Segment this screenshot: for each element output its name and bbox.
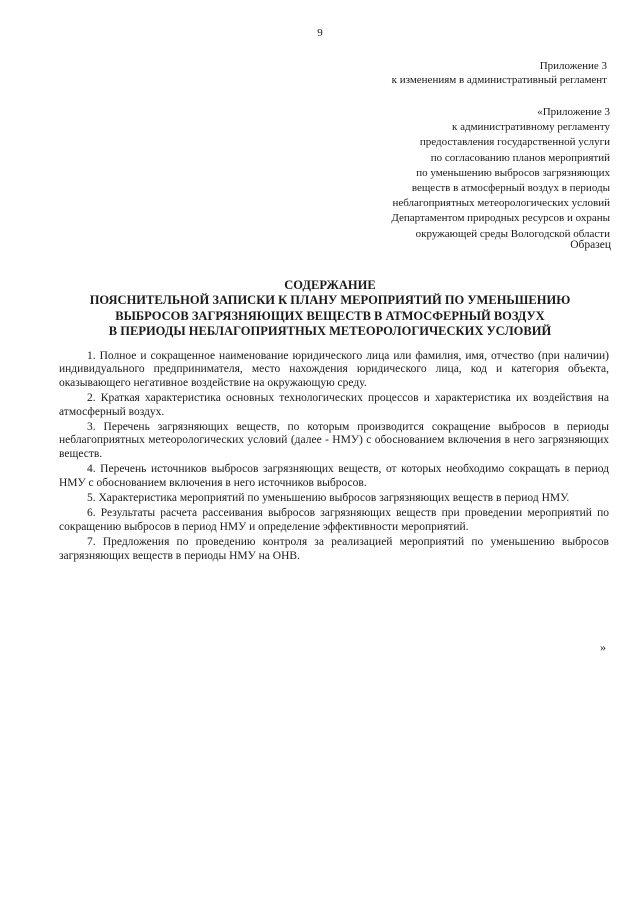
appendix-header-line: к изменениям в административный регламент — [391, 74, 607, 86]
title-line: ПОЯСНИТЕЛЬНОЙ ЗАПИСКИ К ПЛАНУ МЕРОПРИЯТИЙ ПО УМЕНЬШЕНИЮ — [89, 293, 571, 308]
document-title — [40, 278, 620, 339]
appendix-reference-line: предоставления государственной услуги — [419, 136, 610, 149]
contents-item: 6. Результаты расчета рассеивания выбросов загрязняющих веществ при проведении мероприятий по сокращению выбросов в период НМУ и определение эффективности мероприятий. — [59, 507, 609, 533]
appendix-header-line: Приложение 3 — [539, 60, 607, 72]
title-line: СОДЕРЖАНИЕ — [284, 278, 376, 292]
appendix-reference-line: по уменьшению выбросов загрязняющих — [416, 166, 610, 179]
appendix-header — [307, 59, 607, 87]
contents-item: 4. Перечень источников выбросов загрязняющих веществ, от которых необходимо сокращать в период НМУ с обоснованием включения в него источников выбросов. — [59, 463, 609, 489]
closing-quote-mark: » — [600, 640, 606, 654]
sample-label: Образец — [570, 239, 611, 251]
appendix-reference-line: по согласованию планов мероприятий — [430, 151, 610, 164]
contents-item: 1. Полное и сокращенное наименование юридического лица или фамилия, имя, отчество (при наличии) индивидуального предпринимателя, место нахождения юридического лица, код и категория объекта, оказывающего негативное воздействие на окружающую среду. — [59, 350, 609, 389]
title-line: В ПЕРИОДЫ НЕБЛАГОПРИЯТНЫХ МЕТЕОРОЛОГИЧЕСКИХ УСЛОВИЙ — [108, 323, 552, 338]
contents-item: 7. Предложения по проведению контроля за реализацией мероприятий по уменьшению выбросов загрязняющих веществ в периоды НМУ на ОНВ. — [59, 536, 609, 562]
appendix-reference-line: неблагоприятных метеорологических условий — [392, 197, 610, 210]
appendix-reference-line: «Приложение 3 — [537, 106, 610, 118]
contents-item: 2. Краткая характеристика основных технологических процессов и характеристика их воздействия на атмосферный воздух. — [59, 392, 609, 418]
appendix-reference-line: Департаментом природных ресурсов и охраны — [391, 212, 610, 225]
appendix-reference-line: к административному регламенту — [452, 121, 610, 134]
page-number: 9 — [317, 27, 323, 39]
appendix-reference-line: веществ в атмосферный воздух в периоды — [411, 182, 610, 195]
appendix-reference-block — [290, 105, 610, 242]
appendix-reference-line: окружающей среды Вологодской области — [415, 227, 610, 240]
contents-item: 5. Характеристика мероприятий по уменьшению выбросов загрязняющих веществ в период НМУ. — [87, 492, 570, 505]
title-line: ВЫБРОСОВ ЗАГРЯЗНЯЮЩИХ ВЕЩЕСТВ В АТМОСФЕРНЫЙ ВОЗДУХ — [115, 308, 545, 323]
contents-list — [59, 350, 609, 565]
contents-item: 3. Перечень загрязняющих веществ, по которым производится сокращение выбросов в периоды неблагоприятных метеорологических условий (далее - НМУ) с обоснованием включения в него загрязняющих веществ. — [59, 421, 609, 460]
